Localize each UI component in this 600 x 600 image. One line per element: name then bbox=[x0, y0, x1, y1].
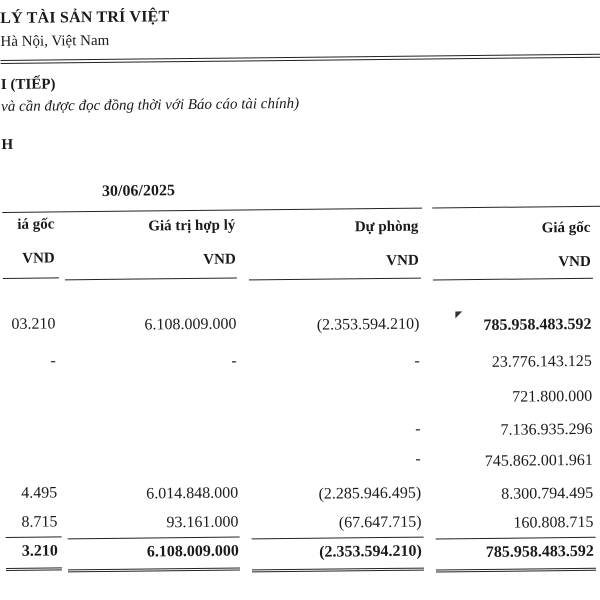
col-unit-fair-value: VND bbox=[203, 251, 236, 268]
table-cell: 721.800.000 bbox=[512, 387, 593, 406]
table-cell: 785.958.483.592 bbox=[483, 315, 592, 334]
notes-subtitle: và cần được đọc đồng thời với Báo cáo tài chính) bbox=[1, 95, 300, 115]
col-header-fair-value: Giá trị hợp lý bbox=[148, 217, 236, 235]
section-heading: H bbox=[1, 136, 14, 153]
table-cell: - bbox=[50, 352, 56, 370]
table-cell: 745.862.001.961 bbox=[484, 451, 593, 470]
table-cell: 7.136.935.296 bbox=[500, 420, 593, 439]
table-cell: 8.715 bbox=[21, 513, 58, 531]
total-cell: 785.958.483.592 bbox=[485, 542, 594, 561]
table-cell: 6.108.009.000 bbox=[144, 315, 237, 334]
tick-mark: ◤ bbox=[455, 309, 463, 320]
header-underline-4 bbox=[433, 278, 593, 281]
total-double-line bbox=[252, 568, 424, 573]
subtotal-line bbox=[436, 537, 596, 540]
table-cell: 03.210 bbox=[11, 315, 56, 333]
table-cell: 8.300.794.495 bbox=[501, 484, 594, 503]
subtotal-line bbox=[252, 537, 424, 540]
total-double-line bbox=[68, 568, 240, 573]
col-unit-cost: VND bbox=[22, 250, 55, 267]
table-cell: (2.353.594.210) bbox=[316, 315, 420, 334]
table-cell: 4.495 bbox=[21, 484, 58, 502]
table-cell: (2.285.946.495) bbox=[318, 484, 422, 503]
table-cell: 6.014.848.000 bbox=[146, 484, 239, 503]
total-double-line bbox=[6, 567, 62, 571]
table-cell: - bbox=[414, 352, 420, 370]
header-underline-1 bbox=[3, 277, 59, 279]
table-cell: - bbox=[415, 450, 421, 468]
col-header-cost: iá gốc bbox=[17, 216, 55, 233]
period-underline bbox=[2, 208, 422, 213]
table-cell: - bbox=[415, 420, 421, 438]
col-header-cost-prior: Giá gốc bbox=[541, 219, 591, 237]
total-cell: (2.353.594.210) bbox=[319, 542, 422, 561]
table-cell: - bbox=[231, 352, 237, 370]
table-cell: 93.161.000 bbox=[166, 513, 239, 532]
period-date: 30/06/2025 bbox=[101, 182, 175, 200]
table-cell: 160.808.715 bbox=[513, 513, 594, 532]
col-unit-provision: VND bbox=[386, 252, 419, 269]
company-address: Hà Nội, Việt Nam bbox=[0, 32, 110, 50]
total-cell: 3.210 bbox=[21, 542, 58, 560]
subtotal-line bbox=[68, 537, 240, 540]
header-underline-2 bbox=[65, 278, 237, 281]
header-underline-3 bbox=[249, 278, 421, 281]
total-double-line bbox=[436, 568, 596, 573]
col-unit-cost-prior: VND bbox=[558, 253, 591, 271]
subtotal-line bbox=[6, 536, 62, 538]
period-underline-right bbox=[432, 206, 600, 209]
col-header-provision: Dự phòng bbox=[354, 218, 419, 236]
company-name: LÝ TÀI SẢN TRÍ VIỆT bbox=[0, 8, 170, 27]
total-cell: 6.108.009.000 bbox=[146, 542, 239, 561]
table-cell: (67.647.715) bbox=[338, 513, 422, 532]
table-cell: 23.776.143.125 bbox=[491, 352, 592, 371]
notes-title: I (TIẾP) bbox=[0, 76, 56, 93]
